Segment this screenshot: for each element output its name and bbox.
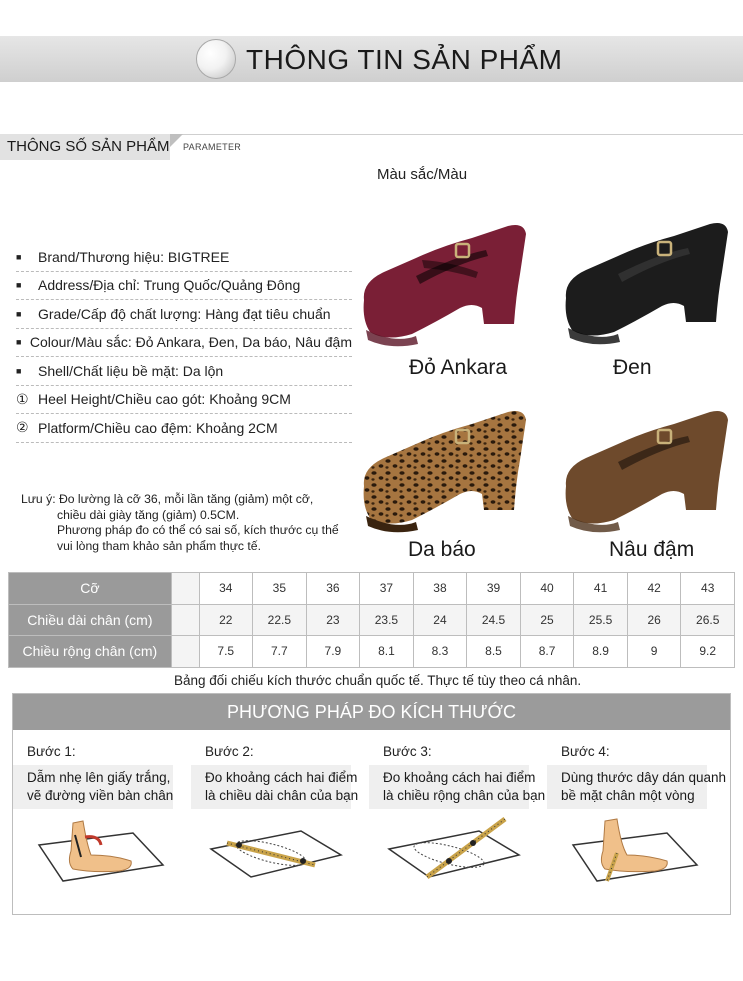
colors-title: Màu sắc/Màu (377, 166, 468, 183)
table-cell: 9.2 (681, 636, 735, 668)
shoe-label-red: Đỏ Ankara (409, 356, 508, 379)
note-line: vui lòng tham khảo sản phẩm thực tế. (57, 538, 261, 553)
table-cell: 25.5 (574, 604, 628, 636)
table-cell: 35 (253, 573, 307, 605)
table-cell: 34 (199, 573, 253, 605)
spec-text: Heel Height/Chiều cao gót: Khoảng 9CM (38, 391, 291, 408)
ruler-width-icon (369, 815, 529, 885)
table-cell: 39 (467, 573, 521, 605)
step-title: Bước 1: (27, 744, 76, 759)
step-title: Bước 3: (383, 744, 432, 759)
table-cell: 25 (520, 604, 574, 636)
square-bullet-icon: ■ (16, 251, 22, 262)
step-description (13, 765, 173, 809)
section-header (0, 134, 743, 160)
spec-text: Brand/Thương hiệu: BIGTREE (38, 248, 230, 265)
step-line: là chiều rộng chân của bạn (383, 788, 546, 803)
ruler-length-icon (191, 815, 351, 885)
step-line: bề mặt chân một vòng (561, 788, 695, 803)
tape-around-foot-icon (547, 815, 707, 885)
shoe-red-image (356, 212, 536, 352)
table-cell: 43 (681, 573, 735, 605)
banner-circle-icon (196, 39, 236, 79)
spec-item (16, 272, 352, 301)
table-cell: 24.5 (467, 604, 521, 636)
header-banner (0, 36, 743, 82)
table-cell: 8.1 (360, 636, 414, 668)
table-cell: 36 (306, 573, 360, 605)
spec-text: Colour/Màu sắc: Đỏ Ankara, Đen, Da báo, Nâu đậm (29, 334, 352, 351)
table-cell: 7.7 (253, 636, 307, 668)
table-cell: 8.9 (574, 636, 628, 668)
measurement-note (21, 492, 339, 554)
section-subtitle: PARAMETER (183, 142, 242, 152)
shoe-brown-image (558, 398, 738, 538)
row-header: Chiều dài chân (cm) (9, 604, 172, 636)
table-cell: 26 (627, 604, 681, 636)
step-line: vẽ đường viền bàn chân (27, 788, 174, 803)
table-row (9, 573, 735, 605)
step-line: là chiều dài chân của bạn (205, 788, 359, 803)
table-row (9, 604, 735, 636)
shoe-label-leopard: Da báo (408, 538, 476, 561)
step-title: Bước 4: (561, 744, 610, 759)
shoe-body (566, 223, 728, 336)
row-header: Chiều rộng chân (cm) (9, 636, 172, 668)
spec-item (16, 357, 352, 386)
step-3 (369, 744, 546, 885)
section-divider (170, 134, 743, 135)
shoe-body (364, 225, 526, 338)
spec-item (16, 329, 352, 358)
banner-title: THÔNG TIN SẢN PHẨM (246, 44, 563, 75)
step-line: Dùng thước dây dán quanh (561, 770, 727, 785)
spec-text: Shell/Chất liệu bề mặt: Da lộn (38, 362, 224, 379)
note-line: Phương pháp đo có thể có sai số, kích thước cụ thể (57, 523, 339, 537)
table-cell: 9 (627, 636, 681, 668)
spec-item (16, 300, 352, 329)
step-2 (191, 744, 359, 885)
step-description (191, 765, 359, 809)
step-title: Bước 2: (205, 744, 254, 759)
table-spacer (171, 604, 199, 636)
measure-panel (12, 693, 731, 915)
table-cell: 24 (413, 604, 467, 636)
shoe-black-image (558, 210, 738, 350)
table-cell: 22 (199, 604, 253, 636)
square-bullet-icon: ■ (16, 365, 22, 376)
measure-title: PHƯƠNG PHÁP ĐO KÍCH THƯỚC (13, 694, 730, 730)
step-line: Dẫm nhẹ lên giấy trắng, (27, 770, 171, 785)
table-cell: 37 (360, 573, 414, 605)
spec-text: Platform/Chiều cao đệm: Khoảng 2CM (38, 419, 278, 436)
tab-corner-shape (170, 134, 183, 147)
table-cell: 23.5 (360, 604, 414, 636)
table-cell: 38 (413, 573, 467, 605)
table-cell: 42 (627, 573, 681, 605)
table-cell: 7.9 (306, 636, 360, 668)
table-cell: 23 (306, 604, 360, 636)
step-4 (547, 744, 727, 885)
step-line: Đo khoảng cách hai điểm (383, 770, 536, 785)
shoe-body (364, 411, 526, 524)
shoe-label-black: Đen (613, 356, 652, 379)
spec-item (16, 414, 352, 443)
table-cell: 7.5 (199, 636, 253, 668)
square-bullet-icon: ■ (16, 280, 22, 291)
table-cell: 22.5 (253, 604, 307, 636)
row-header: Cỡ (9, 573, 172, 605)
step-description (547, 765, 727, 809)
shoe-body (566, 411, 728, 524)
spec-text: Address/Địa chỉ: Trung Quốc/Quảng Đông (38, 277, 301, 294)
table-cell: 26.5 (681, 604, 735, 636)
step-1 (13, 744, 173, 885)
table-spacer (171, 636, 199, 668)
step-description (369, 765, 546, 809)
step-line: Đo khoảng cách hai điểm (205, 770, 358, 785)
size-table (8, 572, 735, 668)
spec-text: Grade/Cấp độ chất lượng: Hàng đạt tiêu chuẩn (38, 305, 331, 322)
table-note: Bảng đối chiếu kích thước chuẩn quốc tế. Thực tế tùy theo cá nhân. (174, 673, 582, 688)
table-cell: 40 (520, 573, 574, 605)
table-spacer (171, 573, 199, 605)
circled-number-two-icon: ② (16, 419, 29, 436)
table-cell: 41 (574, 573, 628, 605)
spec-list (16, 243, 352, 443)
spec-item (16, 386, 352, 415)
spec-item (16, 243, 352, 272)
square-bullet-icon: ■ (16, 337, 22, 348)
foot-on-paper-icon (13, 815, 173, 885)
circled-number-one-icon: ① (16, 390, 29, 407)
note-line: Lưu ý: Đo lường là cỡ 36, mỗi lần tăng (giảm) một cỡ, (21, 492, 314, 506)
shoe-label-brown: Nâu đậm (609, 538, 695, 561)
shoe-leopard-image (356, 398, 536, 538)
section-title: THÔNG SỐ SẢN PHẨM (0, 134, 170, 160)
table-cell: 8.5 (467, 636, 521, 668)
note-line: chiều dài giày tăng (giảm) 0.5CM. (57, 507, 240, 522)
square-bullet-icon: ■ (16, 308, 22, 319)
table-cell: 8.7 (520, 636, 574, 668)
table-row (9, 636, 735, 668)
table-cell: 8.3 (413, 636, 467, 668)
